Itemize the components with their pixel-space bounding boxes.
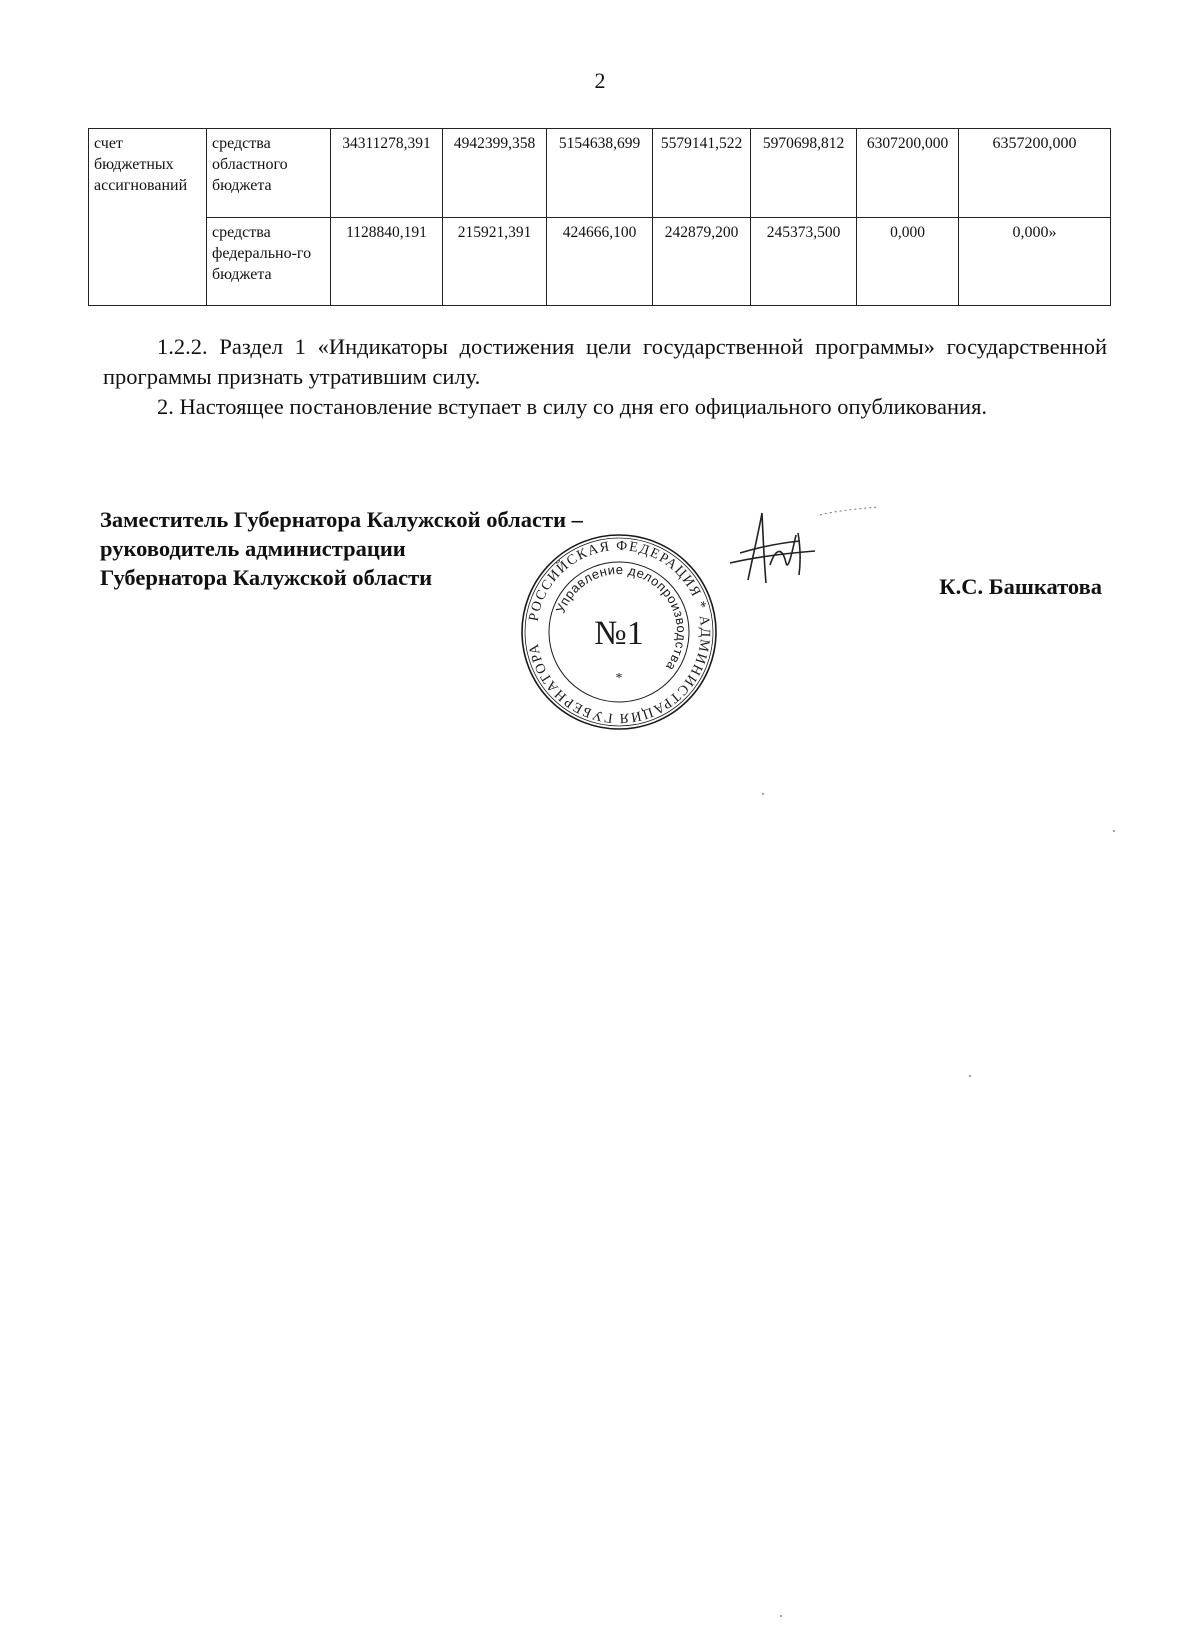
scan-speck bbox=[969, 1075, 971, 1077]
value-cell: 1128840,191 bbox=[331, 217, 443, 306]
value-cell: 245373,500 bbox=[751, 217, 857, 306]
official-stamp bbox=[519, 532, 719, 737]
handwritten-signature bbox=[700, 505, 880, 600]
svg-text:*: * bbox=[615, 671, 623, 686]
svg-text:№1: №1 bbox=[594, 615, 644, 652]
svg-text:РОССИЙСКАЯ ФЕДЕРАЦИЯ * АДМИНИС: РОССИЙСКАЯ ФЕДЕРАЦИЯ * АДМИНИСТРАЦИЯ ГУБЕРНАТОРА bbox=[526, 538, 713, 726]
value-cell: 424666,100 bbox=[547, 217, 653, 306]
page-number: 2 bbox=[594, 68, 606, 93]
value-cell: 6357200,000 bbox=[959, 129, 1111, 218]
table-row bbox=[89, 217, 1111, 306]
row-header-cell: счет бюджетных ассигнований bbox=[89, 129, 207, 306]
value-cell: 4942399,358 bbox=[443, 129, 547, 218]
value-cell: 242879,200 bbox=[653, 217, 751, 306]
signatory-name: К.С. Башкатова bbox=[939, 574, 1102, 599]
scan-speck bbox=[762, 793, 764, 795]
paragraph-1-2-2: 1.2.2. Раздел 1 «Индикаторы достижения цели государственной программы» государственной программы признать утратившим силу. bbox=[103, 334, 1107, 389]
value-cell: 34311278,391 bbox=[331, 129, 443, 218]
table-row bbox=[89, 129, 1111, 218]
value-cell: 215921,391 bbox=[443, 217, 547, 306]
position-line: руководитель администрации bbox=[100, 536, 406, 561]
source-cell: средства федерально-го бюджета bbox=[207, 217, 331, 306]
signatory-position bbox=[100, 505, 583, 592]
scan-speck bbox=[780, 1615, 782, 1617]
paragraph-2: 2. Настоящее постановление вступает в силу со дня его официального опубликования. bbox=[157, 394, 988, 419]
value-cell: 0,000» bbox=[959, 217, 1111, 306]
position-line: Губернатора Калужской области bbox=[100, 565, 433, 590]
scan-speck bbox=[1113, 830, 1115, 832]
value-cell: 5579141,522 bbox=[653, 129, 751, 218]
value-cell: 6307200,000 bbox=[857, 129, 959, 218]
budget-table bbox=[88, 128, 1111, 306]
source-cell: средства областного бюджета bbox=[207, 129, 331, 218]
svg-text:Управление делопроизводства: Управление делопроизводства bbox=[552, 561, 690, 674]
value-cell: 5154638,699 bbox=[547, 129, 653, 218]
value-cell: 0,000 bbox=[857, 217, 959, 306]
position-line: Заместитель Губернатора Калужской области – bbox=[100, 507, 583, 532]
value-cell: 5970698,812 bbox=[751, 129, 857, 218]
